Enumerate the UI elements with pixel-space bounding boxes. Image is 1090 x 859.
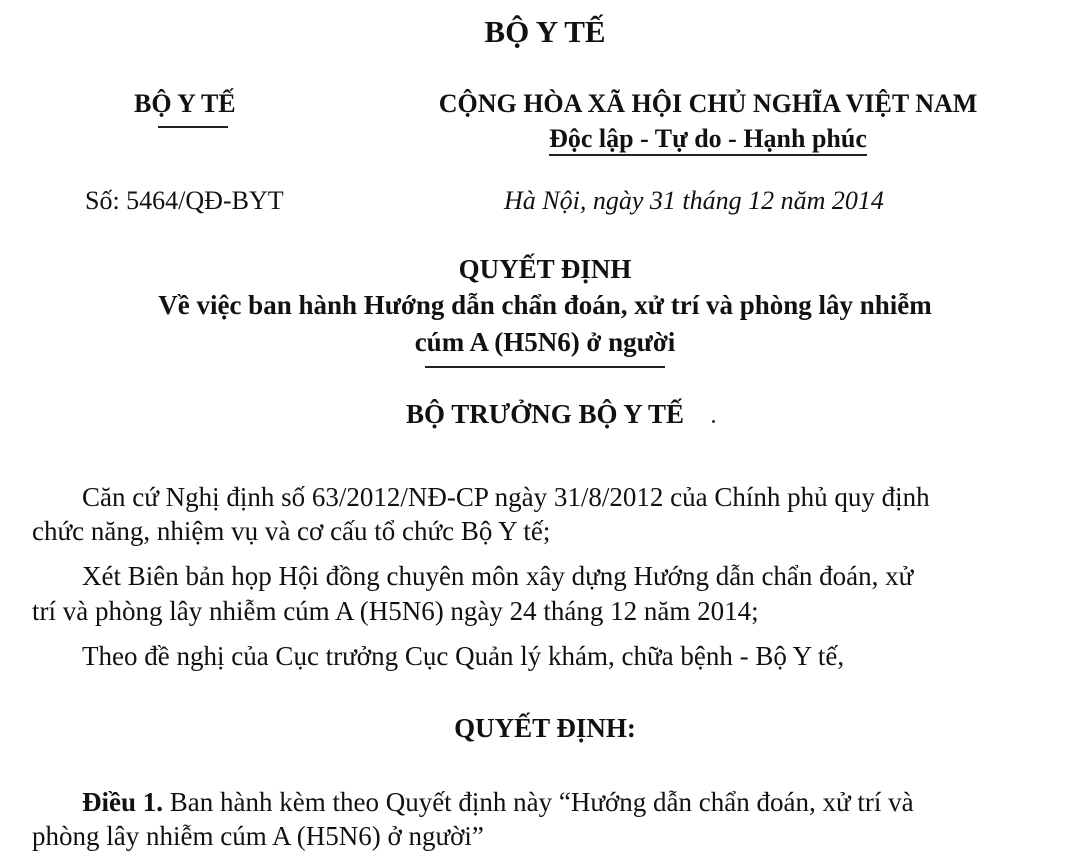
motto-text: Độc lập - Tự do - Hạnh phúc bbox=[549, 124, 867, 156]
article-1-text: Ban hành kèm theo Quyết định này “Hướng dẫn chẩn đoán, xử trí và bbox=[163, 787, 914, 817]
decision-subject-line-2: cúm A (H5N6) ở người bbox=[414, 327, 676, 357]
preamble-2-line-2: trí và phòng lây nhiễm cúm A (H5N6) ngày 24 tháng 12 năm 2014; bbox=[32, 596, 759, 626]
scan-speck bbox=[712, 420, 715, 423]
preamble-1-line-2: chức năng, nhiệm vụ và cơ cấu tổ chức Bộ Y tế; bbox=[32, 516, 551, 546]
article-1-line-2: phòng lây nhiễm cúm A (H5N6) ở người” bbox=[32, 821, 484, 851]
document-top-title: BỘ Y TẾ bbox=[484, 14, 606, 49]
national-title: CỘNG HÒA XÃ HỘI CHỦ NGHĨA VIỆT NAM bbox=[438, 89, 978, 118]
preamble-3-line-1: Theo đề nghị của Cục trưởng Cục Quản lý khám, chữa bệnh - Bộ Y tế, bbox=[82, 641, 845, 671]
decision-title: QUYẾT ĐỊNH bbox=[458, 254, 632, 284]
authority-heading: BỘ TRƯỞNG BỘ Y TẾ bbox=[405, 399, 685, 429]
issuing-ministry: BỘ Y TẾ bbox=[134, 89, 236, 118]
article-1-label: Điều 1. bbox=[82, 787, 163, 817]
preamble-2-line-1: Xét Biên bản họp Hội đồng chuyên môn xây dựng Hướng dẫn chẩn đoán, xử bbox=[82, 561, 914, 591]
place-and-date: Hà Nội, ngày 31 tháng 12 năm 2014 bbox=[504, 186, 884, 215]
preamble-1-line-1: Căn cứ Nghị định số 63/2012/NĐ-CP ngày 31/8/2012 của Chính phủ quy định bbox=[82, 482, 930, 512]
decision-subject-line-1: Về việc ban hành Hướng dẫn chẩn đoán, xử trí và phòng lây nhiễm bbox=[158, 290, 932, 320]
decision-heading: QUYẾT ĐỊNH: bbox=[454, 713, 636, 743]
subject-underline bbox=[425, 366, 665, 368]
article-1-line-1 bbox=[82, 787, 914, 818]
document-number: Số: 5464/QĐ-BYT bbox=[85, 186, 284, 215]
ministry-underline bbox=[158, 126, 228, 128]
national-motto bbox=[408, 124, 1008, 154]
